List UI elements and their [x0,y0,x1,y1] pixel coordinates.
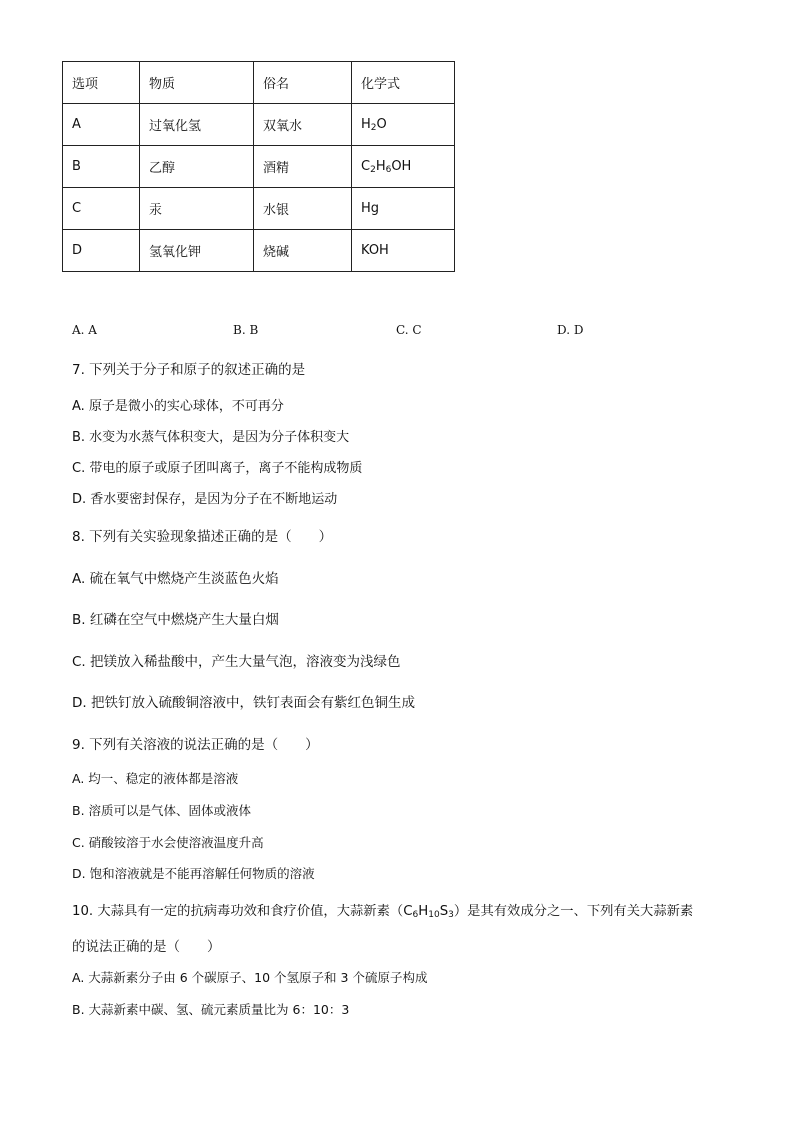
q6-option-d: D. D [557,323,584,337]
table-row [63,104,455,146]
common-name-cell: 烧碱 [254,230,352,272]
q6-option-b: B. B [233,323,259,337]
q10-stem-line1: 10. 大蒜具有一定的抗病毒功效和食疗价值，大蒜新素$(C_6H_{10}S_3)$是其有效成分之一、下列有关大蒜新素 [72,904,694,920]
q9-stem: 9. 下列有关溶液的说法正确的是（ ） [72,737,319,753]
header-cell: 化学式 [352,62,455,104]
formula-cell: $H_2O$ [352,104,455,146]
substance-cell: 乙醇 [140,146,254,188]
q9-option-b: B. 溶质可以是气体、固体或液体 [72,803,252,818]
formula-cell: KOH [352,230,455,272]
q10-stem-line2: 的说法正确的是（ ） [72,939,221,955]
q7-option-c: C. 带电的原子或原子团叫离子，离子不能构成物质 [72,461,363,476]
q8-option-d: D. 把铁钉放入硫酸铜溶液中，铁钉表面会有紫红色铜生成 [72,695,415,711]
q7-stem: 7. 下列关于分子和原子的叙述正确的是 [72,362,306,378]
q9-option-a: A. 均一、稳定的液体都是溶液 [72,771,239,786]
formula-cell: Hg [352,188,455,230]
option-cell: D [63,230,140,272]
q6-option-a: A. A [72,323,97,337]
header-cell: 俗名 [254,62,352,104]
option-cell: C [63,188,140,230]
q8-option-a: A. 硫在氧气中燃烧产生淡蓝色火焰 [72,571,279,587]
q7-option-b: B. 水变为水蒸气体积变大，是因为分子体积变大 [72,430,350,445]
q9-option-d: D. 饱和溶液就是不能再溶解任何物质的溶液 [72,866,315,881]
header-cell: 选项 [63,62,140,104]
q8-option-c: C. 把镁放入稀盐酸中，产生大量气泡，溶液变为浅绿色 [72,654,401,670]
common-name-cell: 酒精 [254,146,352,188]
q10-option-a: A. 大蒜新素分子由 6 个碳原子、10 个氢原子和 3 个硫原子构成 [72,970,428,985]
common-name-cell: 水银 [254,188,352,230]
q9-option-c: C. 硝酸铵溶于水会使溶液温度升高 [72,835,264,850]
common-name-cell: 双氧水 [254,104,352,146]
table-header-row [63,62,455,104]
q10-option-b: B. 大蒜新素中碳、氢、硫元素质量比为 6：10：3 [72,1002,350,1017]
table-row [63,230,455,272]
substance-cell: 过氧化氢 [140,104,254,146]
substance-table [62,61,455,272]
q7-option-a: A. 原子是微小的实心球体，不可再分 [72,399,284,414]
substance-cell: 汞 [140,188,254,230]
substance-cell: 氢氧化钾 [140,230,254,272]
q7-option-d: D. 香水要密封保存，是因为分子在不断地运动 [72,492,338,507]
q6-option-c: C. C [396,323,422,337]
table-row [63,188,455,230]
option-cell: A [63,104,140,146]
option-cell: B [63,146,140,188]
q8-option-b: B. 红磷在空气中燃烧产生大量白烟 [72,612,279,628]
header-cell: 物质 [140,62,254,104]
table-row [63,146,455,188]
q8-stem: 8. 下列有关实验现象描述正确的是（ ） [72,529,333,545]
formula-cell: $C_2H_6OH$ [352,146,455,188]
